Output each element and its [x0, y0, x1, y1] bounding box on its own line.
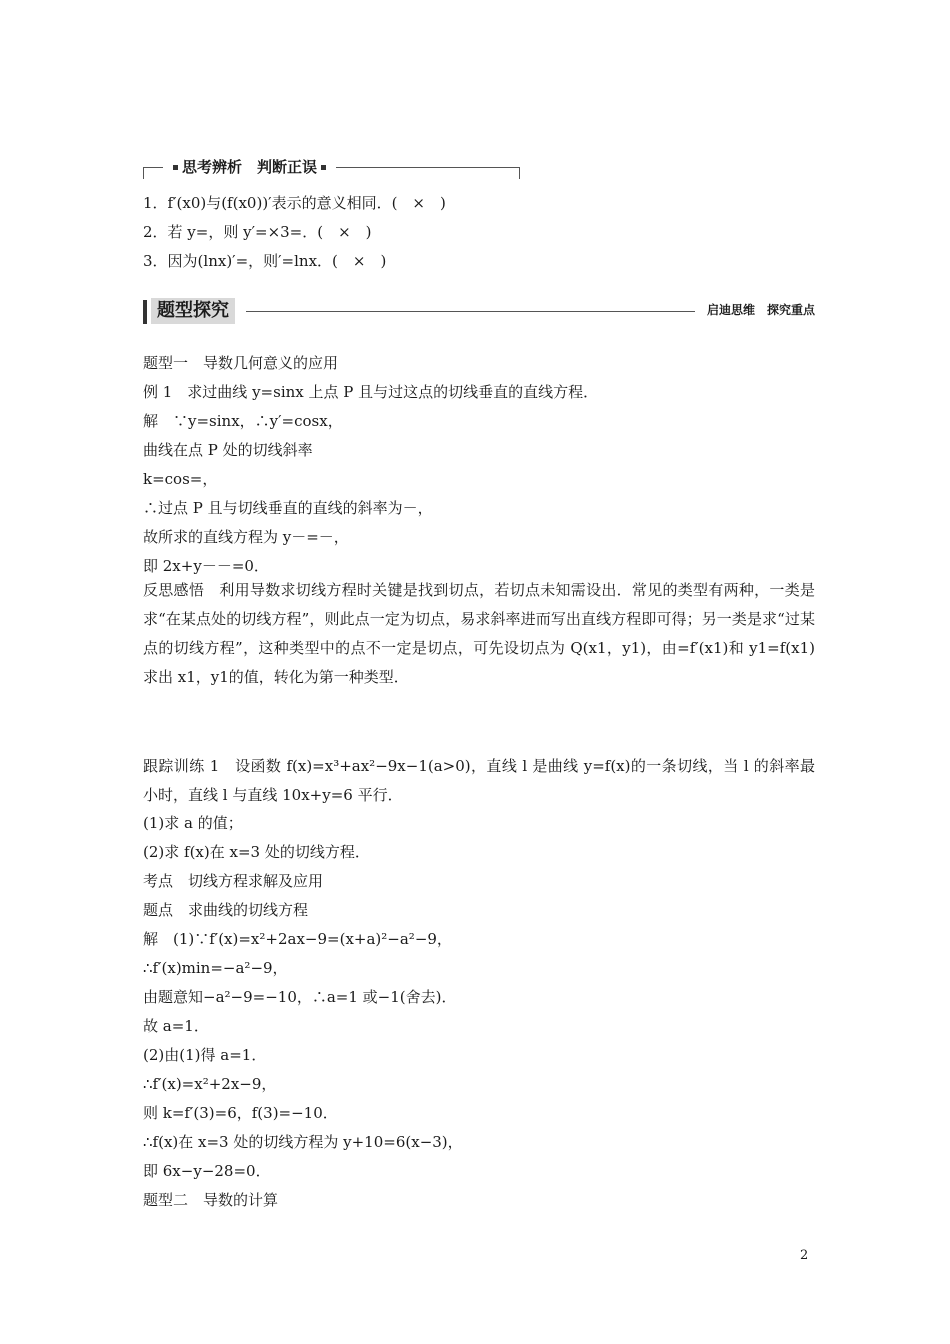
section-header-bar — [143, 300, 147, 324]
practice-solution-5: (2)由(1)得 a=1． — [143, 1046, 267, 1064]
tidian-label: 题点 求曲线的切线方程 — [143, 901, 309, 919]
think-item-1: 1．f′(x0)与(f(x0))′表示的意义相同．( × ) — [143, 194, 446, 212]
think-box-label: 思考辨析 判断正误 — [182, 158, 318, 176]
think-box-right-tick — [519, 167, 520, 179]
solution-line-1: 解 ∵y=sinx，∴y′=cosx， — [143, 412, 343, 430]
section-title: 题型探究 — [151, 298, 235, 324]
kaodian-label: 考点 切线方程求解及应用 — [143, 872, 324, 890]
think-box-left-tick — [143, 167, 144, 179]
think-box-header — [143, 158, 520, 178]
practice-solution-7: 则 k=f′(3)=6，f(3)=−10． — [143, 1104, 338, 1122]
think-box-label-wrap — [163, 158, 336, 177]
think-item-3: 3．因为(lnx)′=，则′=lnx．( × ) — [143, 252, 387, 270]
practice-solution-6: ∴f′(x)=x²+2x−9， — [143, 1075, 277, 1093]
practice-solution-3: 由题意知−a²−9=−10，∴a=1 或−1(舍去)． — [143, 988, 457, 1006]
practice-question-2: (2)求 f(x)在 x=3 处的切线方程． — [143, 843, 370, 861]
practice-intro: 跟踪训练 1 设函数 f(x)=x³+ax²−9x−1(a>0)，直线 l 是曲线 y=f(x)的一条切线，当 l 的斜率最小时，直线 l 与直线 10x+y=6 平行． — [143, 757, 815, 804]
solution-line-4: ∴过点 P 且与切线垂直的直线的斜率为－， — [143, 499, 433, 517]
solution-line-6: 即 2x+y－－=0． — [143, 557, 269, 575]
practice-solution-2: ∴f′(x)min=−a²−9， — [143, 959, 288, 977]
page-number: 2 — [800, 1248, 809, 1263]
section-header — [143, 298, 815, 324]
practice-solution-4: 故 a=1． — [143, 1017, 209, 1035]
type1-heading: 题型一 导数几何意义的应用 — [143, 354, 339, 372]
practice-solution-8: ∴f(x)在 x=3 处的切线方程为 y+10=6(x−3)， — [143, 1133, 463, 1151]
section-subtitle: 启迪思维 探究重点 — [706, 303, 815, 317]
solution-line-2: 曲线在点 P 处的切线斜率 — [143, 441, 313, 459]
practice-solution-9: 即 6x−y−28=0． — [143, 1162, 271, 1180]
solution-line-3: k=cos=， — [143, 470, 218, 488]
reflection-paragraph: 反思感悟 利用导数求切线方程时关键是找到切点，若切点未知需设出．常见的类型有两种，一类是求“在某点处的切线方程”，则此点一定为切点，易求斜率进而写出直线方程即可得；另一类是求“过某点的切线方程”，这种类型中的点不一定是切点，可先设切点为 Q(x1，y1)，由=f′(x1)和 y1=f(x1)求出 x1，y1的值，转化为第一种类型． — [143, 581, 815, 686]
square-bullet-icon — [321, 165, 326, 170]
square-bullet-icon — [173, 165, 178, 170]
example-1: 例 1 求过曲线 y=sinx 上点 P 且与过这点的切线垂直的直线方程． — [143, 383, 599, 401]
think-item-2: 2．若 y=，则 y′=×3=．( × ) — [143, 223, 372, 241]
type2-heading: 题型二 导数的计算 — [143, 1191, 279, 1209]
section-header-rule — [246, 311, 695, 312]
practice-question-1: (1)求 a 的值； — [143, 814, 243, 832]
practice-solution-1: 解 (1)∵f′(x)=x²+2ax−9=(x+a)²−a²−9， — [143, 930, 452, 948]
solution-line-5: 故所求的直线方程为 y－=－， — [143, 528, 349, 546]
